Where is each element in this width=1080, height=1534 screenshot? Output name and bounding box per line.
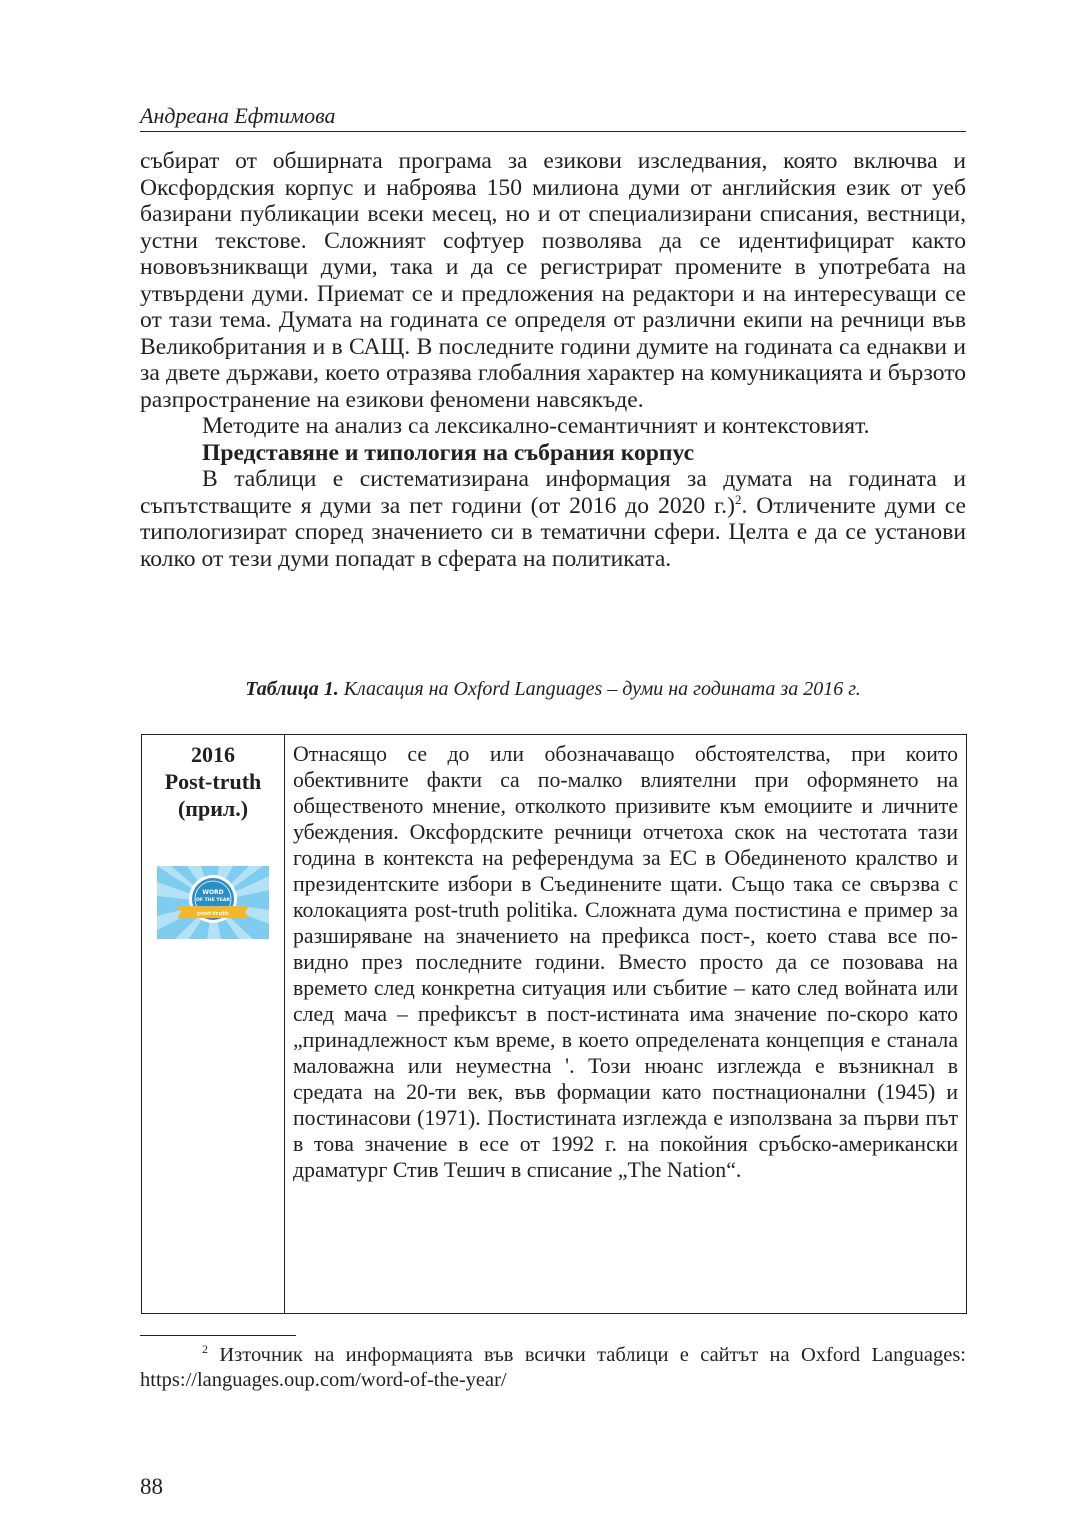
footnote-reference[interactable]: 2 — [734, 491, 742, 507]
footnote-mark: 2 — [202, 1342, 208, 1357]
page-number: 88 — [140, 1474, 163, 1499]
table-row — [142, 735, 967, 1314]
footnote-divider — [140, 1335, 296, 1336]
word-of-the-year-table — [141, 734, 967, 1314]
table-caption-text: Класация на Oxford Languages – думи на годината за 2016 г. — [338, 678, 861, 700]
year-cell — [142, 735, 285, 1314]
running-head: Андреана Ефтимова — [140, 102, 966, 132]
paragraph-3-text-end: . Отличените думи се типологизират според значението си в тематични сфери. Целта е да се установи колко от тези думи попадат в сферата на политиката. — [140, 492, 966, 572]
body-text — [140, 148, 966, 572]
paragraph-3 — [140, 466, 966, 572]
table-caption — [140, 676, 966, 702]
paragraph-1: събират от обширната програма за езикови изследвания, която включва и Оксфордския корпус и наброява 150 милиона думи от английския език от уеб базирани публикации всеки месец, но и от специализирани списания, вестници, устни текстове. Сложният софтуер позволява да се идентифицират както нововъзникващи думи, така и да се регистрират промените в употребата на утвърдени думи. Приемат се и предложения на редактори и на интересуващи се от тази тема. Думата на годината се определя от различни екипи на речници във Великобритания и в САЩ. В последните години думите на годината са еднакви и за двете държави, което отразява глобалния характер на комуникацията и бързото разпространение на езикови феномени навсякъде. — [140, 148, 966, 413]
table-caption-label: Таблица 1. — [245, 678, 339, 700]
badge-line-1: WORD — [202, 889, 224, 896]
table-year: 2016 — [191, 742, 235, 767]
footnote — [140, 1343, 966, 1393]
paragraph-3-text: В таблици е систематизирана информация за думата на годината и съпътстващите я думи за пет години (от 2016 до 2020 г.) — [140, 466, 966, 519]
badge-ribbon-text: post-truth — [197, 911, 229, 917]
table-part-of-speech: (прил.) — [177, 796, 249, 821]
paragraph-methods: Методите на анализ са лексикално-семантичният и контекстовият. — [202, 413, 870, 439]
table-word: Post-truth — [164, 769, 262, 794]
definition-cell: Отнасящо се до или обозначаващо обстоятелства, при които обективните факти са по-малко влиятелни при оформянето на общественото мнение, отколкото призивите към емоциите и личните убеждения. Оксфордските речници отчетоха скок на честотата тази година в контекста на референдума за ЕС в Обединеното кралство и президентските избори в Съединените щати. Също така се свързва с колокацията post-truth politika. Сложната дума постистина е пример за разширяване на значението на префикса пост-, което става все по-видно през последните години. Вместо просто да се позовава на времето след конкретна ситуация или събитие – като след войната или след мача – префиксът в пост-истината има значение по-скоро като „принадлежност към време, в което определената концепция е станала маловажна или неуместна '. Този нюанс изглежда е възникнал в средата на 20-ти век, във формации като постнационални (1945) и постинасови (1971). Постистината изглежда е използвана за първи път в това значение в есе от 1992 г. на покойния сръбско-американски драматург Стив Тешич в списание „The Nation“. — [285, 735, 967, 1314]
badge-line-2: OF THE YEAR — [196, 898, 230, 903]
word-of-the-year-badge-icon — [157, 866, 269, 939]
footnote-text: Източник на информацията във всички таблици е сайтът на Oxford Languages: https://languages.oup.com/word-of-the-year/ — [140, 1344, 966, 1391]
section-heading: Представяне и типология на събрания корпус — [202, 439, 695, 466]
